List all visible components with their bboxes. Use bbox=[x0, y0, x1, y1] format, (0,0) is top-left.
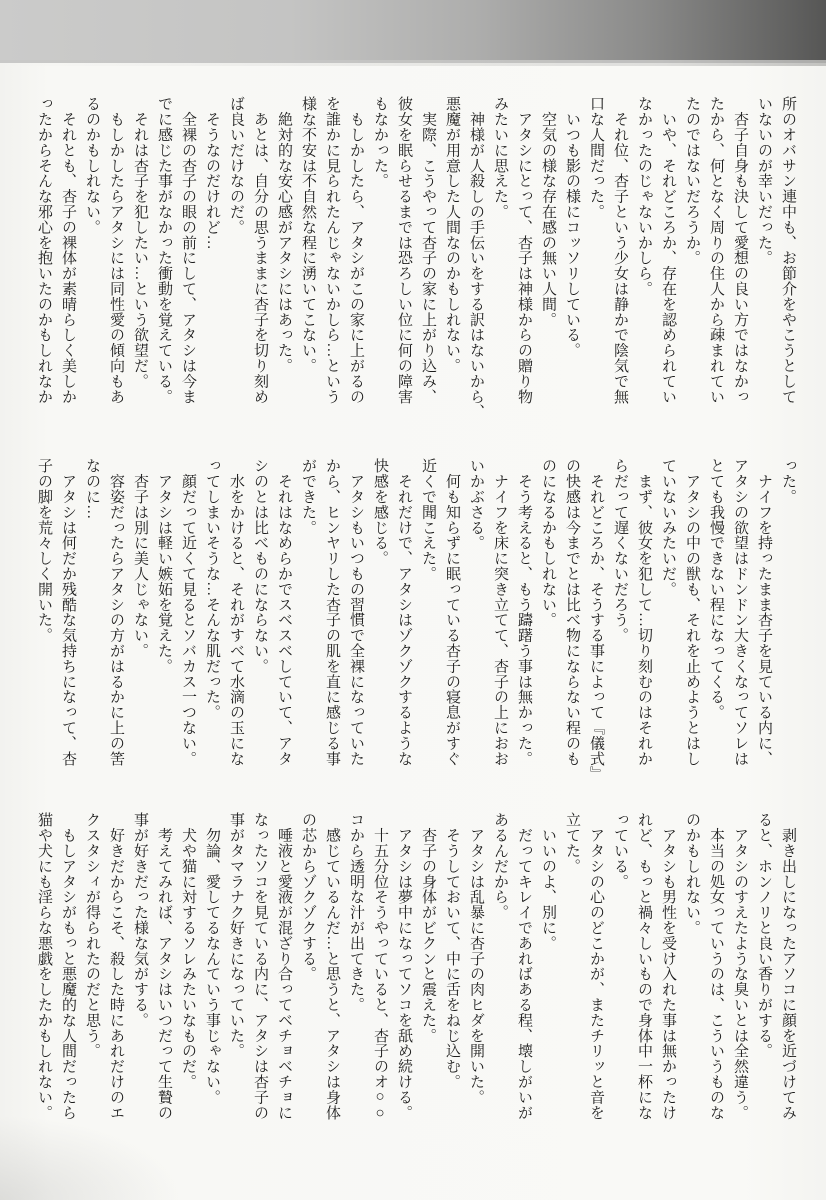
text-line: とても我慢できない程になってくる。 bbox=[708, 458, 724, 720]
text-line: 水をかけると、それがすべて水滴の玉にな bbox=[228, 458, 244, 766]
text-line: ば良いだけなのだ。 bbox=[228, 96, 244, 235]
text-line: 彼女を眠らせるまでは恐ろしい位に何の障害 bbox=[396, 96, 412, 404]
text-line: だってキレイであればある程、壊しがいが bbox=[516, 812, 532, 1120]
text-line: 十五分位そうやっていると、杏子のオ○○ bbox=[372, 812, 388, 1122]
text-line: アタシは何だか残酷な気持ちになって、杏 bbox=[60, 458, 76, 766]
text-line: そうしておいて、中に舌をねじ込む。 bbox=[444, 812, 460, 1090]
text-line: 子の脚を荒々しく開いた。 bbox=[36, 458, 52, 643]
text-line: のになるかもしれない。 bbox=[540, 458, 556, 628]
text-line: 本当の処女っていうのは、こういうものな bbox=[708, 812, 724, 1120]
text-line: アタシは軽い嫉妬を覚えた。 bbox=[156, 458, 172, 674]
text-line: っている。 bbox=[612, 812, 628, 889]
text-line: 悪魔が用意した人間なのかもしれない。 bbox=[444, 96, 460, 374]
text-line: アタシにとって、杏子は神様からの贈り物 bbox=[516, 96, 532, 404]
text-line: 神様が人殺しの手伝いをする訳はないから、 bbox=[468, 96, 484, 420]
text-line: 顔だって近くて見るとソバカス一つない。 bbox=[180, 458, 196, 766]
text-line: 事がタマラナク好きになっていた。 bbox=[228, 812, 244, 1059]
text-line: あるんだから。 bbox=[492, 812, 508, 920]
text-line: それとも、杏子の裸体が素晴らしく美しか bbox=[60, 96, 76, 404]
text-line: それは杏子を犯したい…という欲望だ。 bbox=[132, 96, 148, 389]
text-line: 近くで聞こえた。 bbox=[420, 458, 436, 582]
text-line: もしかしたら、アタシがこの家に上がるの bbox=[348, 96, 364, 404]
text-line: 容姿だったらアタシの方がはるかに上の筈 bbox=[108, 458, 124, 766]
text-line: いかぶさる。 bbox=[468, 458, 484, 551]
text-line: なのに… bbox=[84, 458, 100, 520]
text-line: 快感を感じる。 bbox=[372, 458, 388, 566]
text-line: ナイフを持ったまま杏子を見ている内に、 bbox=[756, 458, 772, 766]
text-line: まず、彼女を犯して…切り刻むのはそれか bbox=[636, 458, 652, 766]
text-line: 全裸の杏子の眼の前にして、アタシは今ま bbox=[180, 96, 196, 404]
text-line: いや、それどころか、存在を認められてい bbox=[660, 96, 676, 404]
text-line: それどころか、そうする事によって『儀式』 bbox=[588, 458, 604, 782]
text-line: ができた。 bbox=[300, 458, 316, 535]
text-line: れど、もっと禍々しいもので身体中一杯にな bbox=[636, 812, 652, 1120]
text-line: 犬や猫に対するソレみたいなものだ。 bbox=[180, 812, 196, 1090]
text-line: ていないみたいだ。 bbox=[660, 458, 676, 597]
text-line: ナイフを床に突き立てて、杏子の上におお bbox=[492, 458, 508, 766]
text-line: 杏子自身も決して愛想の良い方ではなかっ bbox=[732, 96, 748, 404]
text-line: 杏子の身体がビクンと震えた。 bbox=[420, 812, 436, 1043]
text-line: 杏子は別に美人じゃない。 bbox=[132, 458, 148, 659]
text-line: 感じているんだ…と思うと、アタシは身体 bbox=[324, 812, 340, 1120]
text-line: 所のオバサン連中も、お節介をやこうとして bbox=[780, 96, 796, 404]
text-line: たから、何となく周りの住人から疎まれてい bbox=[708, 96, 724, 404]
text-line: たのではないだろうか。 bbox=[684, 96, 700, 266]
text-line: アタシも男性を受け入れた事は無かったけ bbox=[660, 812, 676, 1120]
scan-edge-shadow-top bbox=[0, 0, 826, 63]
text-line: 立てた。 bbox=[564, 812, 580, 874]
text-line: ったからそんな邪心を抱いたのかもしれなか bbox=[36, 96, 52, 404]
text-band-middle bbox=[32, 458, 800, 790]
text-line: アタシのすえたような臭いとは全然違う。 bbox=[732, 812, 748, 1120]
text-line: それはなめらかでスベスベしていて、アタ bbox=[276, 458, 292, 766]
text-line: った。 bbox=[780, 458, 796, 505]
text-line: 猫や犬にも淫らな悪戯をしたかもしれない。 bbox=[36, 812, 52, 1120]
text-line: それ位、杏子という少女は静かで陰気で無 bbox=[612, 96, 628, 404]
text-line: 絶対的な安心感がアタシにはあった。 bbox=[276, 96, 292, 374]
text-line: アタシの中の獣も、それを止めようとはし bbox=[684, 458, 700, 766]
text-line: みたいに思えた。 bbox=[492, 96, 508, 220]
text-line: の芯からゾクゾクする。 bbox=[300, 812, 316, 982]
text-line: のかもしれない。 bbox=[684, 812, 700, 936]
text-line: 口な人間だった。 bbox=[588, 96, 604, 220]
text-line: の快感は今までとは比べ物にならない程のも bbox=[564, 458, 580, 766]
text-line: シのとは比べものにならない。 bbox=[252, 458, 268, 674]
text-line: そうなのだけれど… bbox=[204, 96, 220, 250]
text-line: るのかもしれない。 bbox=[84, 96, 100, 235]
text-line: 剥き出しになったアソコに顔を近づけてみ bbox=[780, 812, 796, 1120]
text-line: もしかしたらアタシには同性愛の傾向もあ bbox=[108, 96, 124, 404]
text-line: 唾液と愛液が混ざり合ってベチョベチョに bbox=[276, 812, 292, 1120]
text-line: を誰かに見られたんじゃないかしら…という bbox=[324, 96, 340, 404]
text-line: ると、ホンノリと良い香りがする。 bbox=[756, 812, 772, 1059]
text-line: 何も知らずに眠っている杏子の寝息がすぐ bbox=[444, 458, 460, 766]
text-line: もなかった。 bbox=[372, 96, 388, 189]
text-line: アタシの心のどこかが、またチリッと音を bbox=[588, 812, 604, 1120]
text-line: クスタシィが得られたのだと思う。 bbox=[84, 812, 100, 1059]
text-line: コから透明な汁が出てきた。 bbox=[348, 812, 364, 1013]
text-line: 空気の様な存在感の無い人間。 bbox=[540, 96, 556, 327]
text-line: 考えてみれば、アタシはいつだって生贄の bbox=[156, 812, 172, 1120]
text-line: 実際、こうやって杏子の家に上がり込み、 bbox=[420, 96, 436, 404]
text-line: 勿論、愛してるなんていう事じゃない。 bbox=[204, 812, 220, 1105]
text-line: なかったのじゃないかしら。 bbox=[636, 96, 652, 297]
text-band-bottom bbox=[32, 812, 800, 1144]
text-line: あとは、自分の思うままに杏子を切り刻め bbox=[252, 96, 268, 404]
text-line: ってしまいそうな…そんな肌だった。 bbox=[204, 458, 220, 720]
text-line: アタシの欲望はドンドン大きくなってソレは bbox=[732, 458, 748, 766]
text-line: 事が好きだった様な気がする。 bbox=[132, 812, 148, 1028]
text-line: 好きだからこそ、殺した時にあれだけのエ bbox=[108, 812, 124, 1120]
text-line: それだけで、アタシはゾクゾクするような bbox=[396, 458, 412, 766]
text-line: いつも影の様にコッソリしている。 bbox=[564, 96, 580, 358]
text-line: なったソコを見ている内に、アタシは杏子の bbox=[252, 812, 268, 1120]
text-line: そう考えると、もう躊躇う事は無かった。 bbox=[516, 458, 532, 766]
text-line: いいのよ、別に。 bbox=[540, 812, 556, 951]
text-line: アタシもいつもの習慣で全裸になっていた bbox=[348, 458, 364, 766]
text-line: いないのが幸いだった。 bbox=[756, 96, 772, 266]
text-line: アタシは乱暴に杏子の肉ヒダを開いた。 bbox=[468, 812, 484, 1105]
text-line: アタシは夢中になってソコを舐め続ける。 bbox=[396, 812, 412, 1120]
text-line: もしアタシがもっと悪魔的な人間だったら bbox=[60, 812, 76, 1120]
text-line: から、ヒンヤリした杏子の肌を直に感じる事 bbox=[324, 458, 340, 766]
text-line: らだって遅くないだろう。 bbox=[612, 458, 628, 643]
text-band-top bbox=[32, 96, 800, 428]
text-line: 様な不安は不自然な程に湧いてこない。 bbox=[300, 96, 316, 374]
text-line: でに感じた事がなかった衝動を覚えている。 bbox=[156, 96, 172, 404]
